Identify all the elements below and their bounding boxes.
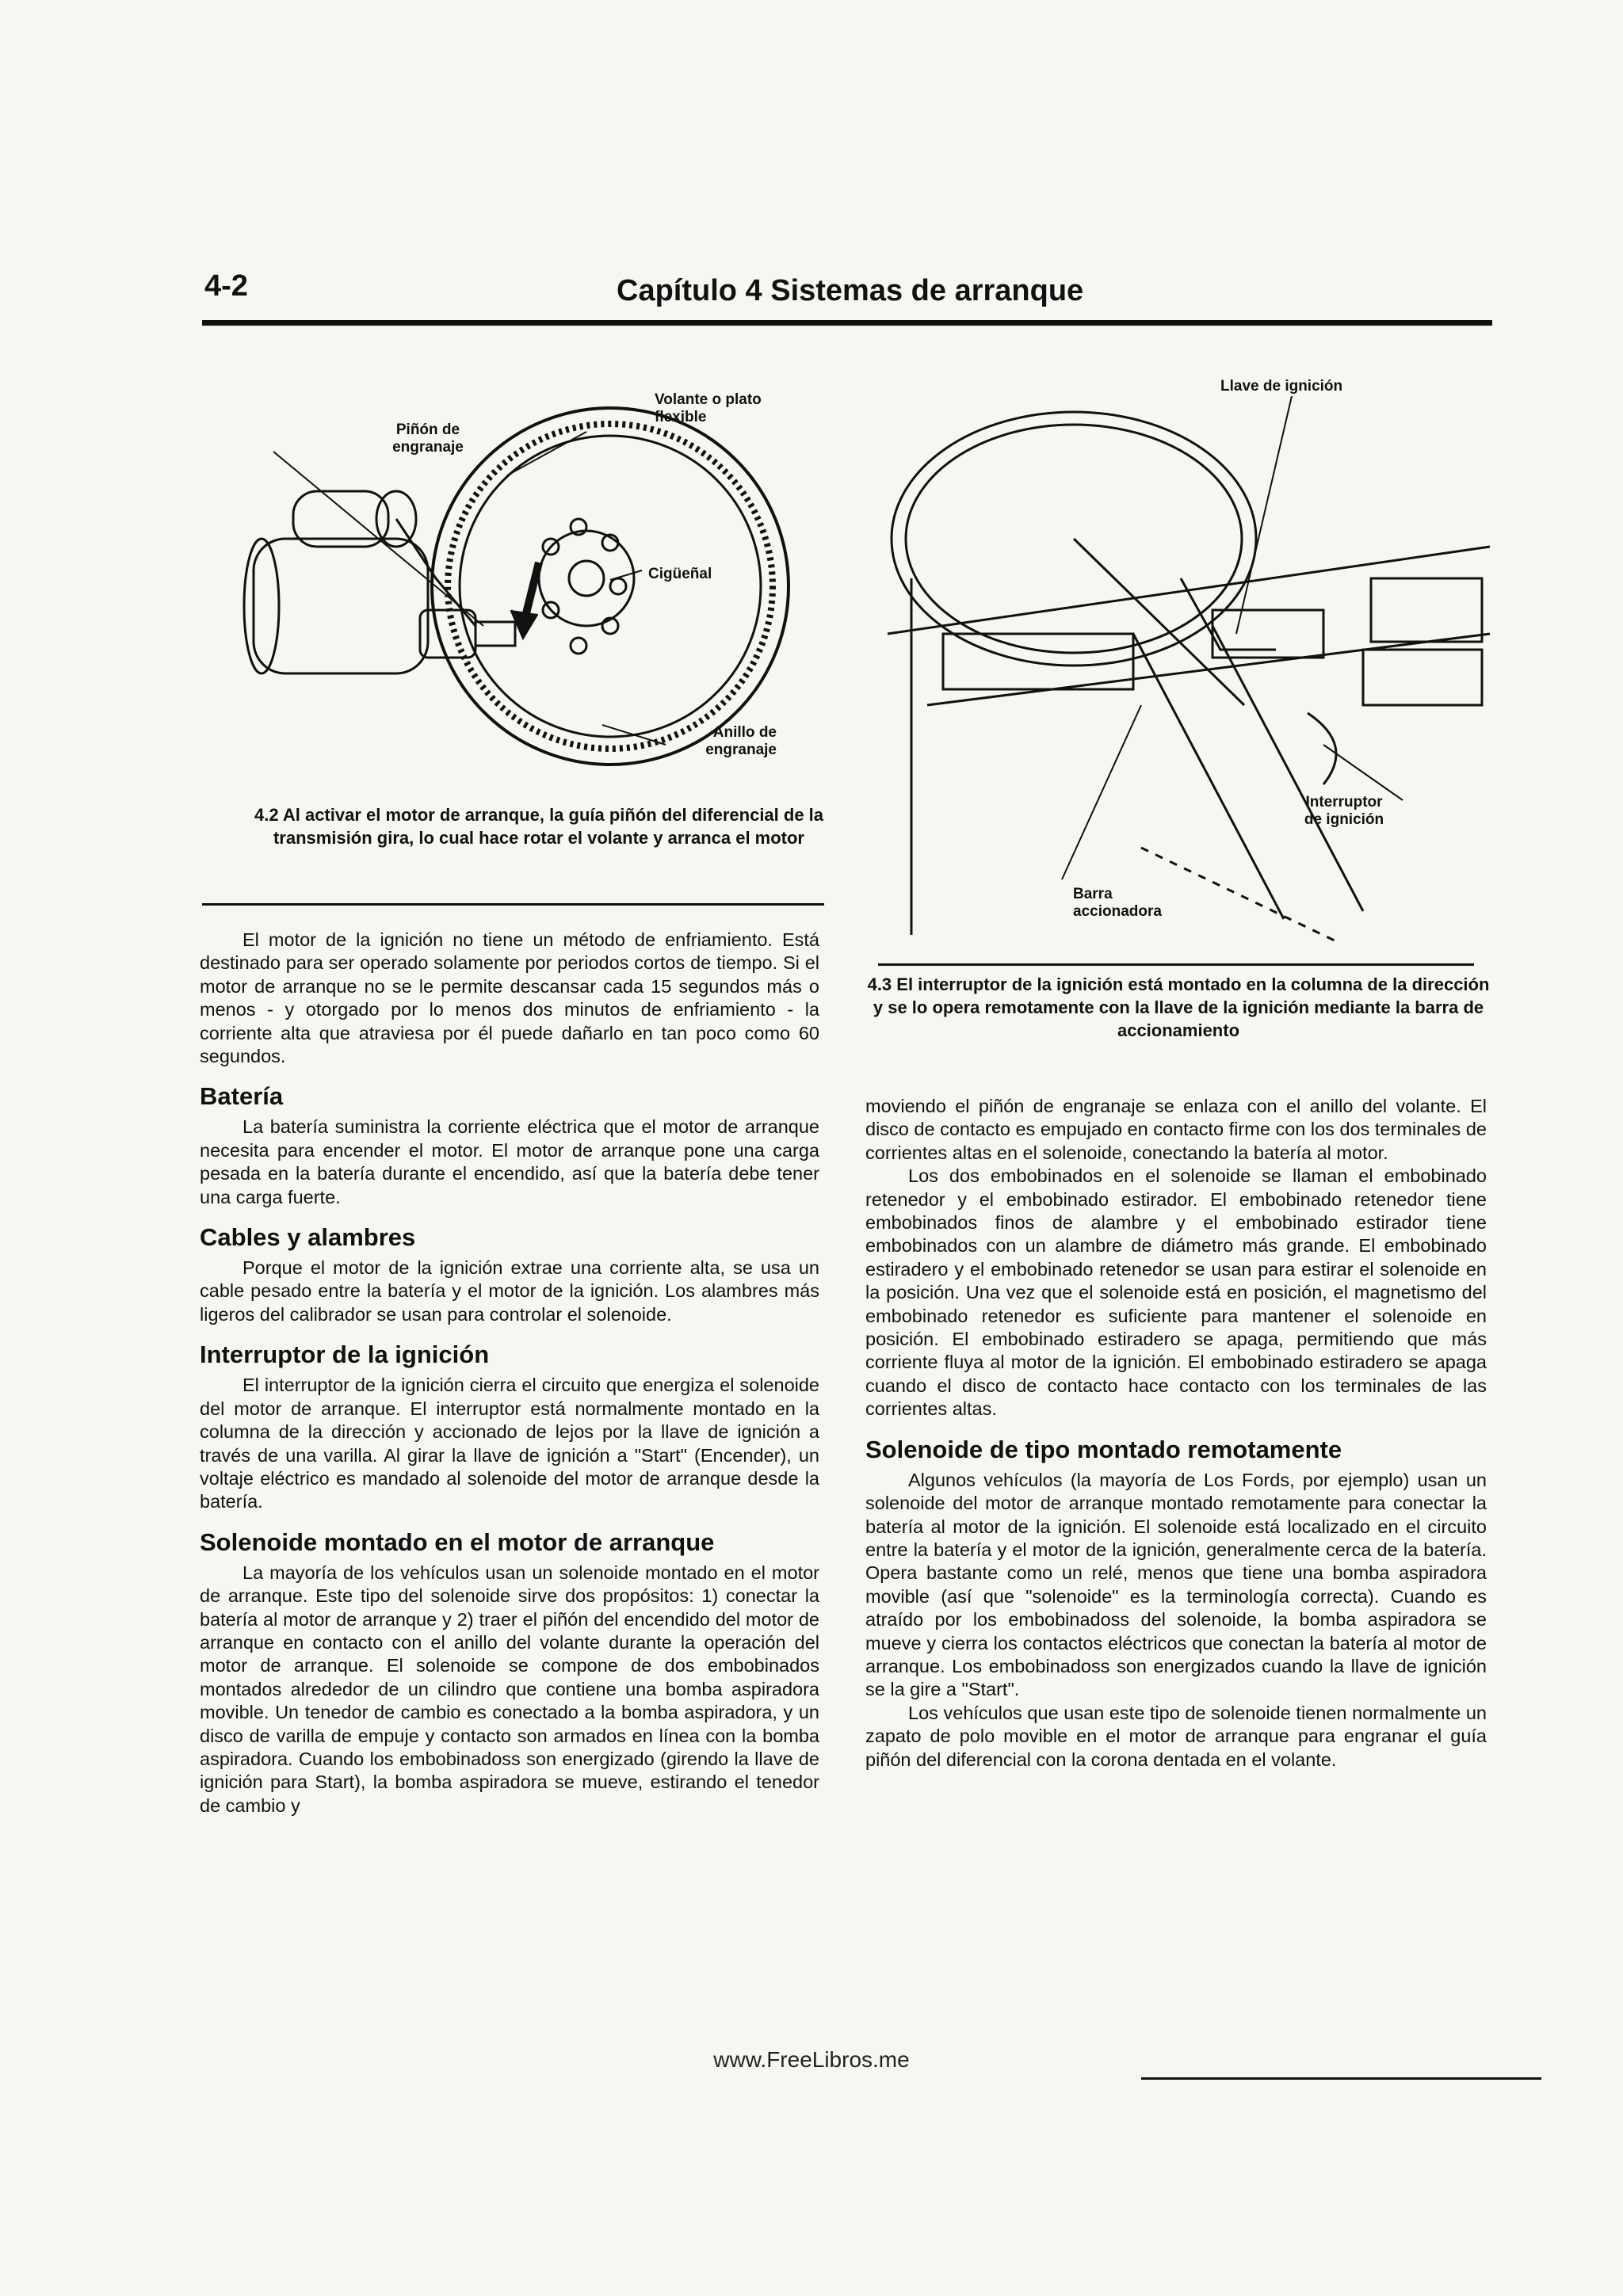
paragraph-embobinados: Los dos embobinados en el solenoide se llaman el embobinado retenedor y el embobinado estirador. El embobinado retenedor tiene embobinados finos de alambre y el embobinado estirador tiene embobinados con un alambre de diámetro más grande. El embobinado estiradero y el embobinado retenedor se usan para estirar el solenoide en la posición. Una vez que el solenoide está en posición, el magnetismo del embobinado retenedor es suficiente para mantener el solenoide en posición. El embobinado estiradero se apaga, permitiendo que más corriente fluya al motor de la ignición. El embobinado estiradero se apaga cuando el disco de contacto hace contacto con los terminales de las corrientes altas. xyxy=(865,1165,1487,1420)
footer-url: www.FreeLibros.me xyxy=(713,2047,910,2072)
paragraph-solenoide: La mayoría de los vehículos usan un solenoide montado en el motor de arranque. Este tipo del solenoide sirve dos propósitos: 1) conectar la batería al motor de arranque y 2) traer el piñón del encendido del motor de arranque en contacto con el anillo del volante durante la operación del motor de arranque. El solenoide se compone de dos embobinados montados alrededor de un cilindro que contiene una bomba aspiradora movible. Un tenedor de cambio es conectado a la bomba aspiradora, y un disco de varilla de empuje y contacto son armados en línea con la bomba aspiradora. Cuando los embobinadoss son energizado (girendo la llave de ignición para Start), la bomba aspiradora se mueve, estirando el tenedor de cambio y xyxy=(200,1562,819,1816)
heading-solenoide: Solenoide montado en el motor de arranque xyxy=(200,1527,715,1556)
footer-rule xyxy=(1141,2077,1541,2080)
figure-4-2-caption: 4.2 Al activar el motor de arranque, la guía piñón del diferencial de la transmisión gira, lo cual hace rotar el volante y arranca el motor xyxy=(254,805,824,848)
header-rule xyxy=(202,320,1492,326)
page-number: 4-2 xyxy=(204,269,248,303)
label-ring-gear: Anillo de engranaje xyxy=(705,724,777,758)
label-crankshaft: Cigüeñal xyxy=(648,566,712,582)
figure-4-2-rule xyxy=(202,903,824,906)
label-ignition-switch: Interruptor de ignición xyxy=(1304,794,1384,828)
paragraph-cables: Porque el motor de la ignición extrae una corriente alta, se usa un cable pesado entre la batería y el motor de la ignición. Los alambres más ligeros del calibrador se usan para controlar el solenoide. xyxy=(200,1257,819,1325)
intro-paragraph: El motor de la ignición no tiene un método de enfriamiento. Está destinado para ser operado solamente por periodos cortos de tiempo. Si el motor de arranque no se le permite descansar cada 15 segundos más o menos - y otorgado por lo menos dos minutos de enfriamiento - la corriente alta que atraviesa por él puede dañarlo en tan poco como 60 segundos. xyxy=(200,929,819,1067)
heading-bateria: Batería xyxy=(200,1082,284,1111)
paragraph-continuation: moviendo el piñón de engranaje se enlaza con el anillo del volante. El disco de contacto es empujado en contacto firme con los dos terminales de corrientes altas en el solenoide, conectando la batería al motor. xyxy=(865,1096,1487,1163)
heading-cables: Cables y alambres xyxy=(200,1223,416,1252)
figure-4-2-illustration xyxy=(238,372,840,784)
heading-remoto: Solenoide de tipo montado remotamente xyxy=(865,1435,1342,1463)
paragraph-interruptor: El interruptor de la ignición cierra el circuito que energiza el solenoide del motor de arranque. El interruptor está normalmente montado en la columna de la dirección y accionado de lejos por la llave de ignición a través de una varilla. Al girar la llave de ignición a "Start" (Encender), un voltaje eléctrico es mandado al solenoide del motor de arranque desde la batería. xyxy=(200,1375,819,1512)
heading-interruptor: Interruptor de la ignición xyxy=(200,1341,490,1369)
left-column xyxy=(200,929,819,1817)
label-pinion: Piñón de engranaje xyxy=(392,421,464,456)
label-ignition-key: Llave de ignición xyxy=(1220,378,1343,395)
right-column xyxy=(865,1095,1487,1772)
figure-4-3-caption: 4.3 El interruptor de la ignición está montado en la columna de la dirección y se lo opera remotamente con la llave de la ignición mediante la barra de accionamiento xyxy=(867,974,1490,1040)
figure-4-3-illustration xyxy=(880,372,1498,959)
figure-4-3-rule xyxy=(878,963,1474,966)
chapter-title: Capítulo 4 Sistemas de arranque xyxy=(617,274,1084,307)
paragraph-remoto: Algunos vehículos (la mayoría de Los Fords, por ejemplo) usan un solenoide del motor de arranque montado remotamente para conectar la batería al motor de la ignición. El solenoide está localizado en el circuito entre la batería y el motor de la ignición, generalmente cerca de la batería. Opera bastante como un relé, menos que tiene una bomba aspiradora movible (así que "solenoide" es la terminología correcta). Cuando es atraído por los embobinadoss del solenoide, la bomba aspiradora se mueve y cierra los contactos eléctricos que conectan la batería al motor de arranque. Los embobinadoss son energizados cuando la llave de ignición se la gire a "Start". xyxy=(865,1469,1487,1700)
paragraph-bateria: La batería suministra la corriente eléctrica que el motor de arranque necesita para encender el motor. El motor de arranque pone una carga pesada en la batería durante el encendido, así que la batería debe tener una carga fuerte. xyxy=(200,1116,819,1207)
paragraph-zapato: Los vehículos que usan este tipo de solenoide tienen normalmente un zapato de polo movible en el motor de arranque para engranar el guía piñón del diferencial con la corona dentada en el volante. xyxy=(865,1702,1487,1770)
label-actuator-rod: Barra accionadora xyxy=(1073,886,1162,920)
label-flywheel: Volante o plato flexible xyxy=(655,391,762,425)
